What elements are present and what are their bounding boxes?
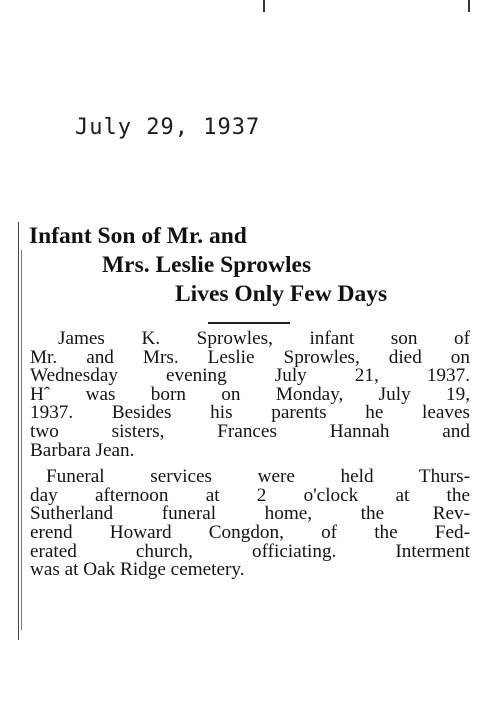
- headline-line: Infant Son of Mr. and: [29, 223, 247, 249]
- text-line: Hˆ was born on Monday, July 19,: [30, 383, 470, 405]
- text-line: was at Oak Ridge cemetery.: [30, 559, 245, 581]
- headline-line: Mrs. Leslie Sprowles: [102, 252, 312, 278]
- headline-divider-rule: [208, 322, 290, 324]
- text-line: 1937. Besides his parents he leaves: [30, 402, 470, 424]
- text-line: Wednesday evening July 21, 1937.: [30, 365, 470, 387]
- clipping-cut-edge: [18, 222, 19, 640]
- text-line: Mr. and Mrs. Leslie Sprowles, died on: [30, 346, 470, 368]
- text-line: erated church, officiating. Interment: [30, 540, 470, 562]
- text-line: Sutherland funeral home, the Rev-: [30, 503, 470, 525]
- clipping-cut-edge: [21, 250, 22, 630]
- text-line: Funeral services were held Thurs-: [46, 466, 470, 488]
- headline-line: Lives Only Few Days: [175, 281, 388, 307]
- text-line: James K. Sprowles, infant son of: [58, 328, 470, 349]
- text-line: erend Howard Congdon, of the Fed-: [30, 521, 470, 543]
- text-line: day afternoon at 2 o'clock at the: [30, 484, 470, 506]
- article-headline: [25, 222, 475, 309]
- article-paragraph: [30, 468, 470, 580]
- scan-edge-mark: [468, 0, 470, 12]
- text-line: Barbara Jean.: [30, 439, 135, 461]
- text-line: two sisters, Frances Hannah and: [30, 420, 470, 442]
- article-paragraph: [30, 330, 470, 460]
- article-body: [30, 330, 470, 580]
- handwritten-date-note: July 29, 1937: [75, 115, 261, 140]
- scan-edge-mark: [263, 0, 265, 12]
